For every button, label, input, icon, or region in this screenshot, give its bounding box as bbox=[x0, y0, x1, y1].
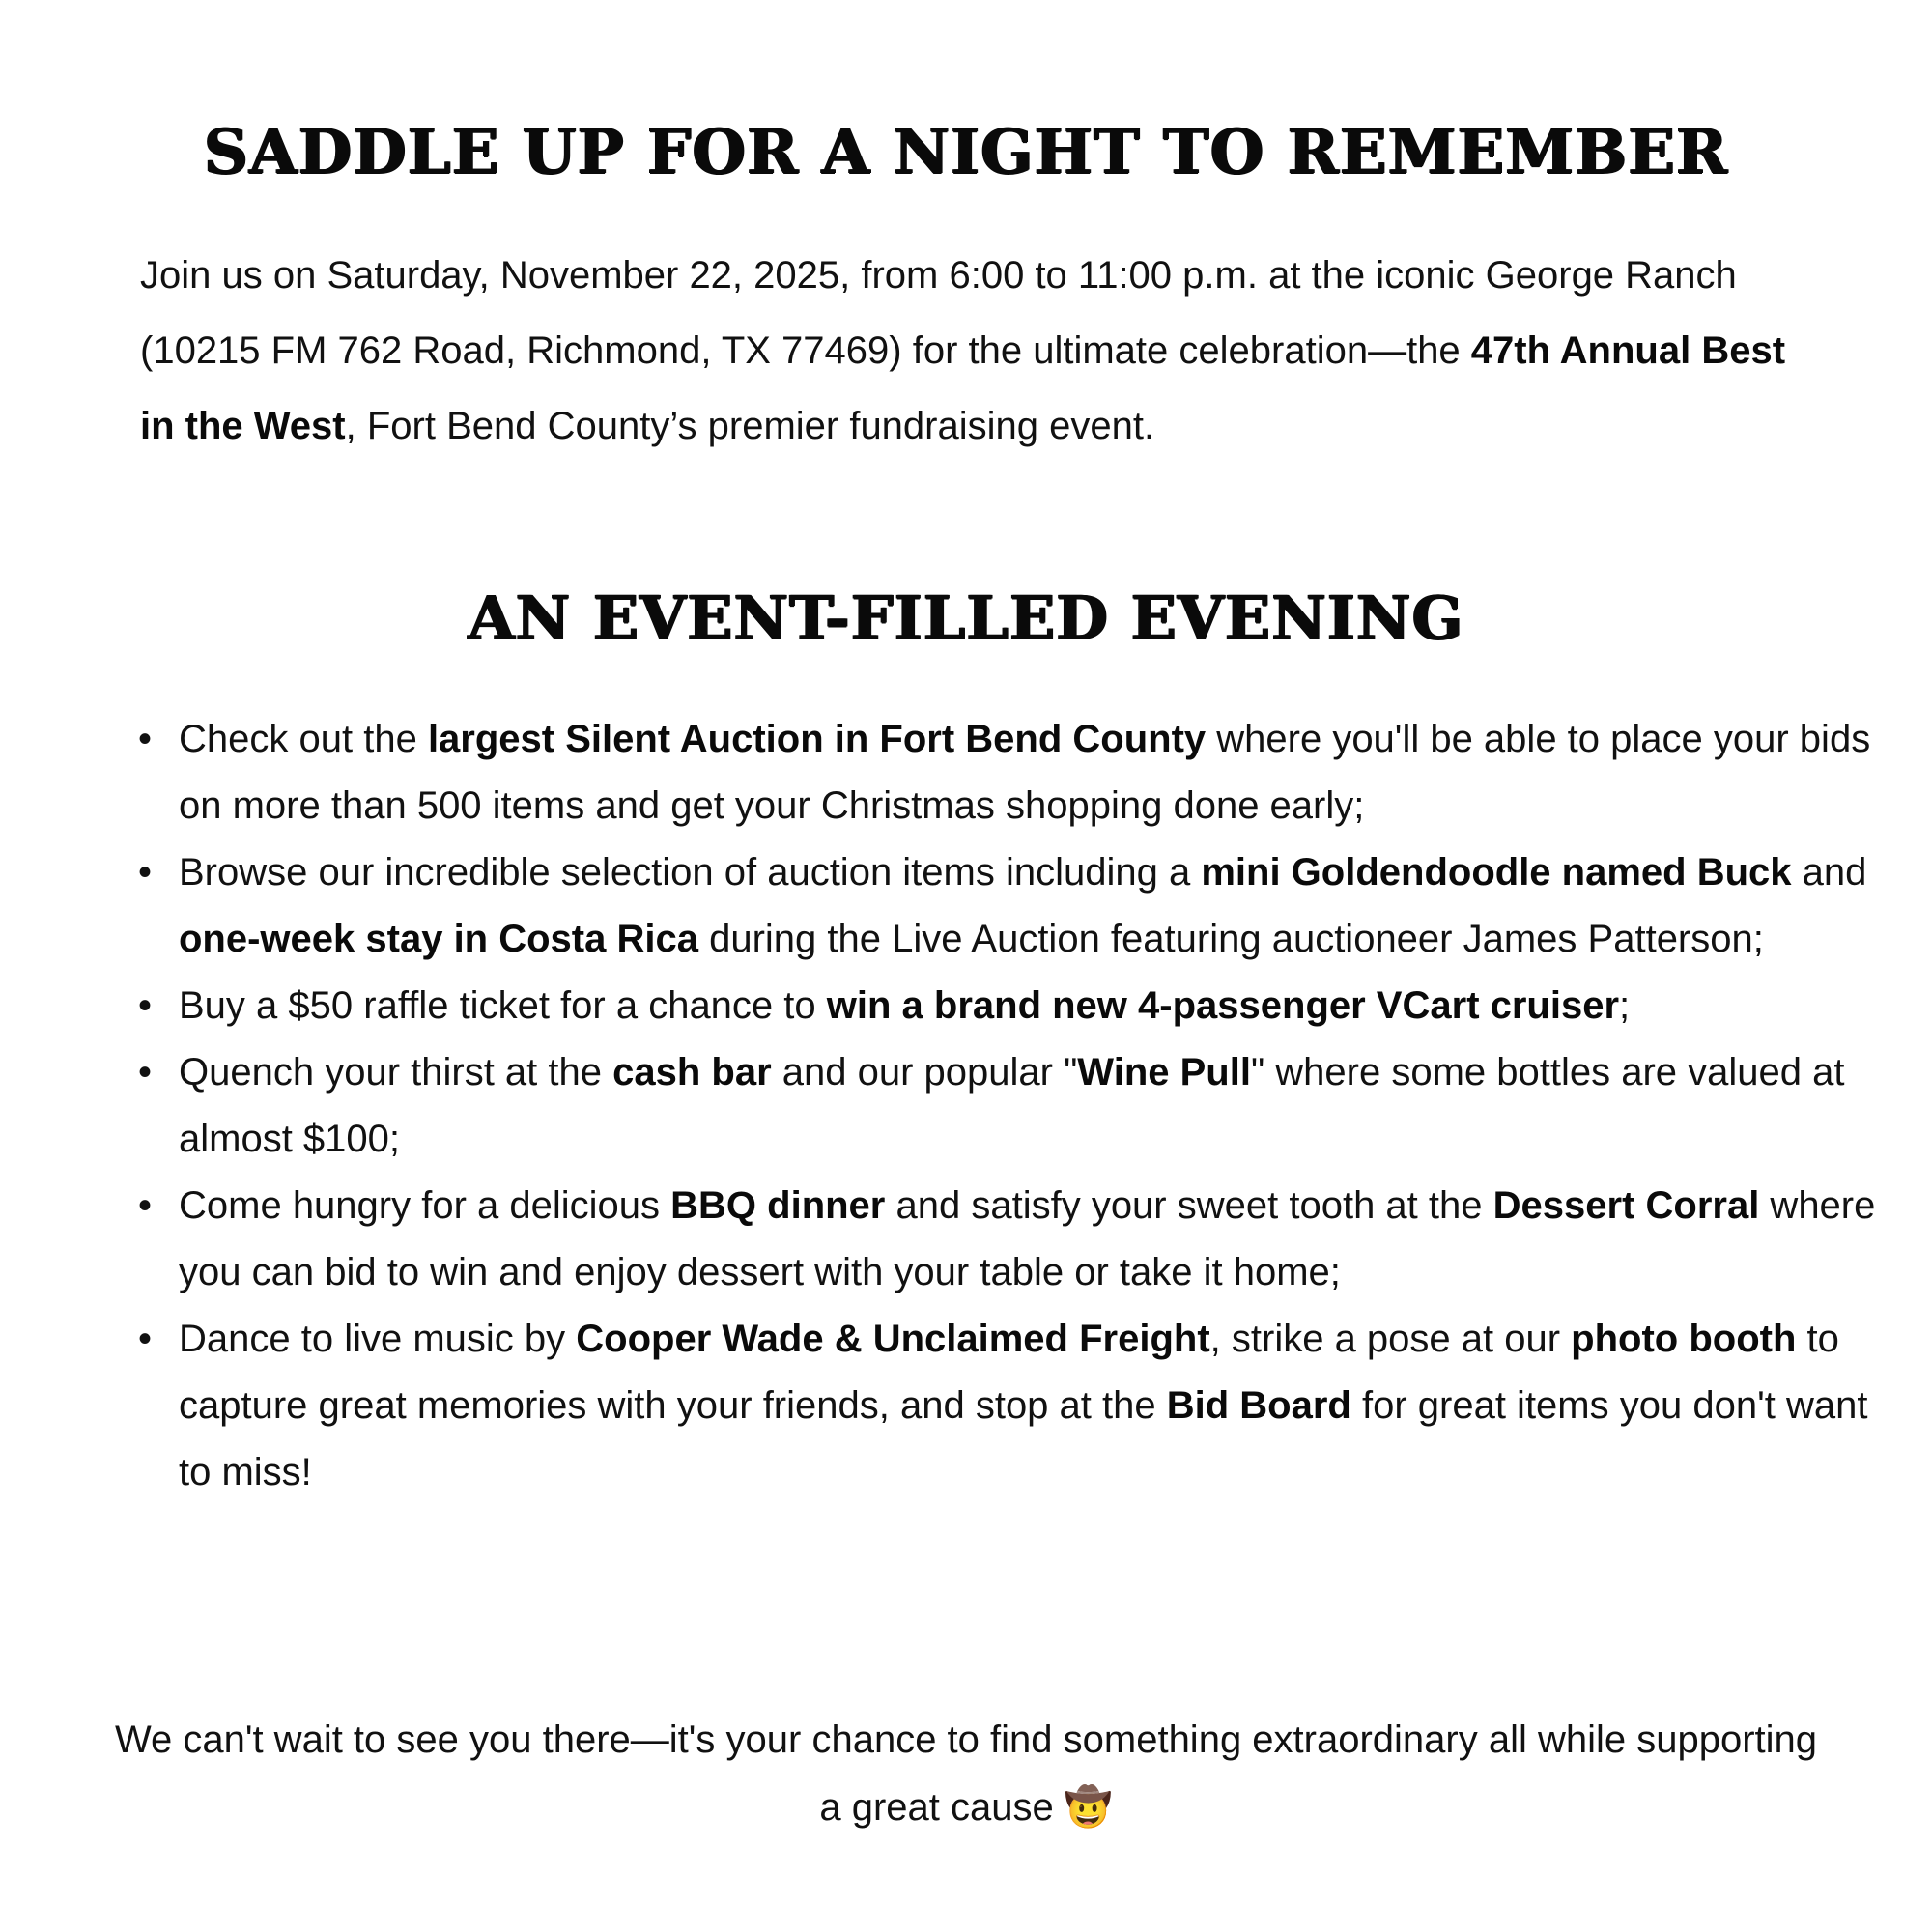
item-text: to capture great memories with your friends, and stop at the bbox=[179, 1318, 1839, 1427]
events-list bbox=[138, 706, 1879, 1506]
item-highlight: largest Silent Auction in Fort Bend County bbox=[427, 718, 1207, 760]
bullet-icon: • bbox=[138, 1184, 153, 1227]
closing-text: We can't wait to see you there—it's your chance to find something extraordinary all while supporting a great cause bbox=[114, 1719, 1818, 1829]
item-highlight: mini Goldendoodle named Buck bbox=[1201, 851, 1792, 894]
intro-text-2: , Fort Bend County’s premier fundraising event. bbox=[345, 405, 1155, 447]
list-item bbox=[138, 706, 1879, 839]
item-highlight: photo booth bbox=[1571, 1318, 1797, 1360]
item-text: , strike a pose at our bbox=[1209, 1318, 1572, 1360]
intro-paragraph bbox=[140, 238, 1821, 464]
cowboy-hat-face-icon: 🤠 bbox=[1064, 1785, 1113, 1830]
item-text: Dance to live music by bbox=[179, 1318, 577, 1360]
item-text: Buy a $50 raffle ticket for a chance to bbox=[179, 984, 827, 1027]
item-text: Check out the bbox=[179, 718, 428, 760]
item-text: Quench your thirst at the bbox=[179, 1051, 613, 1094]
list-item bbox=[138, 839, 1879, 973]
bullet-icon: • bbox=[138, 984, 153, 1027]
item-highlight: Wine Pull bbox=[1077, 1051, 1251, 1094]
item-highlight: one-week stay in Costa Rica bbox=[179, 918, 698, 960]
list-item bbox=[138, 1039, 1879, 1173]
item-text: Come hungry for a delicious bbox=[179, 1184, 671, 1227]
item-text: Browse our incredible selection of auction items including a bbox=[179, 851, 1202, 894]
closing-paragraph bbox=[106, 1706, 1826, 1841]
item-text: and satisfy your sweet tooth at the bbox=[885, 1184, 1493, 1227]
item-highlight: cash bar bbox=[612, 1051, 772, 1094]
bullet-icon: • bbox=[138, 1051, 153, 1094]
item-text: and our popular " bbox=[771, 1051, 1078, 1094]
list-item bbox=[138, 973, 1879, 1039]
item-text: and bbox=[1791, 851, 1867, 894]
item-text: for great items you don't want to miss! bbox=[179, 1384, 1868, 1493]
item-highlight: BBQ dinner bbox=[670, 1184, 886, 1227]
bullet-icon: • bbox=[138, 851, 153, 894]
item-highlight: Cooper Wade & Unclaimed Freight bbox=[576, 1318, 1210, 1360]
intro-event-name: 47th Annual Best in the West bbox=[140, 329, 1786, 447]
item-text: " where some bottles are valued at almost $100; bbox=[179, 1051, 1845, 1160]
item-highlight: Bid Board bbox=[1166, 1384, 1351, 1427]
intro-text-1: Join us on Saturday, November 22, 2025, from 6:00 to 11:00 p.m. at the iconic George Ranch (10215 FM 762 Road, Richmond, TX 77469) for the ultimate celebration—the bbox=[140, 254, 1737, 372]
item-text: where you'll be able to place your bids on more than 500 items and get your Christmas shopping done early; bbox=[179, 718, 1871, 827]
item-highlight: win a brand new 4-passenger VCart cruiser bbox=[826, 984, 1620, 1027]
item-text: ; bbox=[1619, 984, 1631, 1027]
list-item bbox=[138, 1306, 1879, 1506]
bullet-icon: • bbox=[138, 1318, 153, 1360]
list-item bbox=[138, 1173, 1879, 1306]
item-text: where you can bid to win and enjoy dessert with your table or take it home; bbox=[179, 1184, 1876, 1293]
item-text: during the Live Auction featuring auctioneer James Patterson; bbox=[697, 918, 1764, 960]
heading-event-filled-evening: AN EVENT-FILLED EVENING bbox=[468, 582, 1464, 653]
item-highlight: Dessert Corral bbox=[1492, 1184, 1760, 1227]
bullet-icon: • bbox=[138, 718, 153, 760]
heading-saddle-up: SADDLE UP FOR A NIGHT TO REMEMBER bbox=[203, 116, 1729, 188]
